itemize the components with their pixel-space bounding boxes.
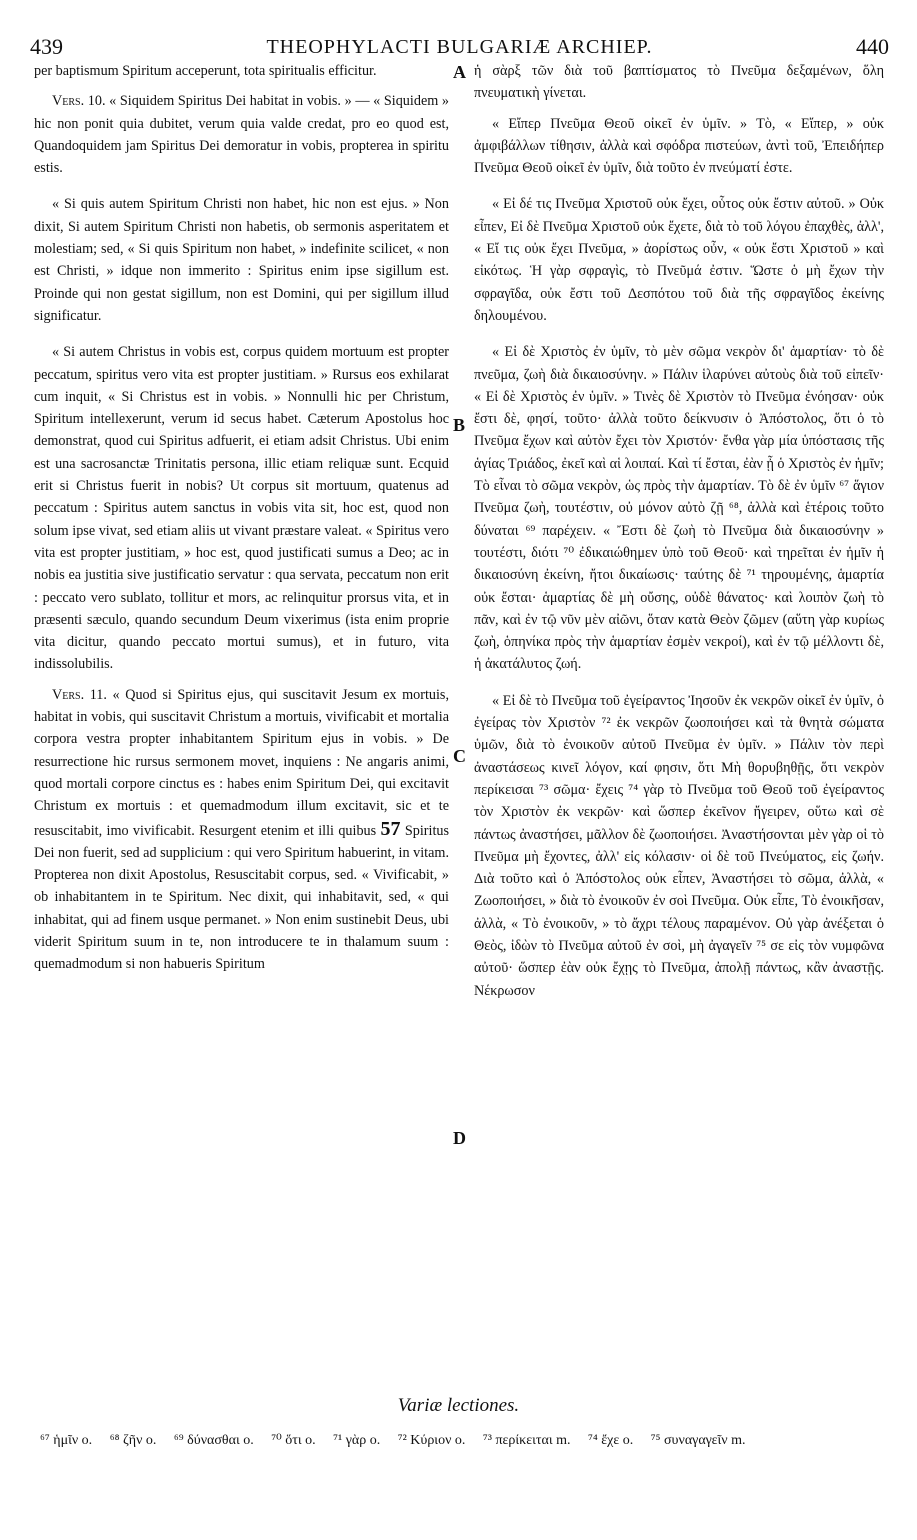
greek-paragraph-1: « Εἴπερ Πνεῦμα Θεοῦ οἰκεῖ ἐν ὑμῖν. » Τὸ, « Εἴπερ, » οὐκ ἀμφιβάλλων τίθησιν, ἀλλὰ καὶ σφόδρα πιστεύων, ἀντὶ τοῦ, Ἐπειδήπερ Πνεῦμα Θεοῦ οἰκεῖ ἐν ὑμῖν, διὰ τοῦτο ἐν πνεύματί ἐστε.	[474, 115, 884, 177]
latin-paragraph-3: « Si autem Christus in vobis est, corpus quidem mortuum est propter peccatum, spiritus vero vita est propter justitiam. » Rursus eos exhilarat cum inquit, « Si Christus est in vobis. » Nonnulli hic per Christum, Spiritum intellexerunt, verum id secus habet. Cæterum Apostolus hoc demonstrat, quod cui Spiritus adfuerit, ei etiam adsit Christus. Ubi enim est una sacrosanctæ Trinitatis persona, illic etiam reliquæ sunt. Ecquid erit si Christus fuerit in nobis? Ut corpus sit mortuum, quatenus ad peccatum : Spiritus autem sanctus in vobis vita sit, hoc est, quod non solum ipse vivat, sed etiam aliis ut vivant præstare valeat. « Spiritus vero vita est propter justitiam, » hoc est, quod justificati sumus a Deo; ac in nobis ea justitia sive justificatio servatur : qua servata, peccatum non erit : peccato vero sublato, tollitur et mors, ac relinquitur prorsus vita, et in præsenti sæculo, quando secundum Deum vixerimus (ista enim proprie vita dicitur, quando peccato mortui sumus), et in futuro, vita indissolubilis.	[34, 344, 449, 673]
latin-paragraph-4	[34, 684, 449, 976]
latin-text-4a: « Quod si Spiritus ejus, qui suscitavit Jesum ex mortuis, habitat in vobis, qui suscitavit Christum a mortuis, vivificabit et mortalia corpora vestra propter inhabitantem Spiritum ejus in vobis. » De resurrectione hic rursus sermonem movet, inquiens : Ne angaris animi, quod mortali corpore cinctus es : habes enim Spiritum Dei, qui excitavit Christum ex mortuis : et quemadmodum illum excitavit, sic et te resuscitabit, imo vivificabit. Resurgent etenim et illi quibus	[34, 686, 449, 839]
latin-paragraph-1	[34, 90, 449, 179]
variant-note: ⁷³ περίκειται m.	[482, 1433, 571, 1448]
greek-paragraph-0: ἡ σὰρξ τῶν διὰ τοῦ βαπτίσματος τὸ Πνεῦμα δεξαμένων, ὅλη πνευματικὴ γίνεται.	[474, 63, 884, 102]
greek-paragraph-3: « Εἰ δὲ Χριστὸς ἐν ὑμῖν, τὸ μὲν σῶμα νεκρὸν δι' ἁμαρτίαν· τὸ δὲ πνεῦμα, ζωὴ διὰ δικαιοσύνην. » Πάλιν ἱλαρύνει αὐτοὺς διὰ τοῦ εἰπεῖν· « Εἰ δὲ Χριστὸς ἐν ὑμῖν. » Τινὲς δὲ Χριστὸν τὸ Πνεῦμα ἐνόησαν· οὐκ ἔστι δὲ, φησί, τοῦτο· ἀλλὰ τοῦτο δείκνυσιν ὁ Ἀπόστολος, ὅτι ὁ τὸ Πνεῦμα ἔχων καὶ αὐτὸν ἔχει τὸν Χριστόν· ἔνθα γὰρ μία ὑπόστασις τῆς ἁγίας Τριάδος, ἐκεῖ καὶ αἱ λοιπαί. Καὶ τί ἔσται, ἐὰν ᾖ ὁ Χριστὸς ἐν ἡμῖν; Τὸ εἶναι τὸ σῶμα νεκρὸν, ὡς πρὸς τὴν ἁμαρτίαν. Τὸ δὲ ἐν ὑμῖν ⁶⁷ ἅγιον Πνεῦμα ζωὴ, τουτέστιν, οὐ μόνον αὐτὸ ζῇ ⁶⁸, ἀλλὰ καὶ ἑτέροις τοῦτο δύναται ⁶⁹ παρέχειν. « Ἔστι δὲ ζωὴ τὸ Πνεῦμα διὰ δικαιοσύνην » τουτέστι, διότι ⁷⁰ ἐδικαιώθημεν ὑπὸ τοῦ Θεοῦ· καὶ τηρεῖται ἐν ἡμῖν ἡ δικαιοσύνη ἐκείνη, ἤτοι δικαίωσις· ταύτης δὲ ⁷¹ τηρουμένης, ἁμαρτία οὐκ ἔσται· ἁμαρτίας δὲ μὴ οὔσης, οὐδὲ θάνατος· καὶ λοιπὸν ζωὴ τὸ πᾶν, καὶ ἐν τῷ νῦν μὲν αἰῶνι, ὅταν κατὰ Θεὸν ζῶμεν (αὕτη γὰρ κυρίως ζωὴ, ὁπηνίκα πρὸς τὴν ἁμαρτίαν ἐσμὲν νεκροί), καὶ ἐν τῷ μέλλοντι δὲ, ἡ ἀκατάλυτος ζωή.	[474, 344, 884, 673]
latin-text-1: « Siquidem Spiritus Dei habitat in vobis. » — « Siquidem » hic non ponit quia dubitet, verum quia valde credat, pro eo quod est, Quandoquidem jam Spiritus Dei demoratur in vobis, propterea in spiritu estis.	[34, 93, 449, 177]
running-title: THEOPHYLACTI BULGARIÆ ARCHIEP.	[266, 36, 653, 58]
column-number: 57	[380, 817, 401, 840]
section-marker-a: A	[453, 62, 466, 82]
greek-paragraph-2: « Εἰ δέ τις Πνεῦμα Χριστοῦ οὐκ ἔχει, οὗτος οὐκ ἔστιν αὐτοῦ. » Οὐκ εἶπεν, Εἰ δὲ Πνεῦμα Χριστοῦ οὐκ ἔχετε, διὰ τὸ τοῦ λόγου ἐπαχθὲς, ἀλλ', « Εἴ τις οὐκ ἔχει Πνεῦμα, » ἀορίστως οὖν, « οὐκ ἔστι Χριστοῦ » καὶ εἰκότως. Ἡ γὰρ σφραγὶς, τὸ Πνεῦμά ἐστιν. Ὥστε ὁ μὴ ἔχων τὴν σφραγῖδα, οὐκ ἔστι τοῦ Δεσπότου τοῦ διὰ τῆς σφραγῖδος ἐκείνης δηλουμένου.	[474, 196, 884, 324]
variant-note: ⁶⁷ ἡμῖν o.	[40, 1433, 93, 1448]
verse-label-10: Vers. 10.	[52, 93, 106, 110]
page-number-left: 439	[30, 34, 63, 59]
section-marker-c: C	[453, 746, 466, 766]
latin-paragraph-0: per baptismum Spiritum acceperunt, tota spiritualis efficitur.	[34, 63, 377, 79]
variant-note: ⁷¹ γὰρ o.	[333, 1433, 381, 1448]
variant-note: ⁷⁰ ὅτι o.	[271, 1433, 316, 1448]
latin-paragraph-2: « Si quis autem Spiritum Christi non habet, hic non est ejus. » Non dixit, Si autem Spiritum Christi non habetis, ob sermonis asperitatem et molestiam; sed, « Si quis Spiritum non habet, » indefinite scilicet, « non est Christi, » idque non immerito : Spiritus enim ipse sigillum est. Proinde qui non gestat sigillum, non est Domini, qui per sigillum illud significatur.	[34, 196, 449, 324]
section-marker-b: B	[453, 415, 466, 435]
variae-lectiones-title: Variæ lectiones.	[397, 1395, 520, 1416]
variant-note: ⁶⁸ ζῆν o.	[109, 1433, 157, 1448]
page-number-right: 440	[856, 34, 889, 59]
variae-lectiones-notes	[40, 1430, 889, 1452]
variant-note: ⁷⁵ συναγαγεῖν m.	[650, 1433, 746, 1448]
greek-column	[474, 60, 884, 1010]
latin-column	[34, 60, 449, 984]
verse-label-11: Vers. 11.	[52, 686, 107, 703]
variant-note: ⁷⁴ ἔχε o.	[588, 1433, 634, 1448]
latin-text-4b: Spiritus Dei non fuerit, sed ad supplicium : qui vero Spiritum habuerint, in vitam. Propterea non dixit Apostolus, Resuscitabit corpus, sed. « Vivificabit, » ob inhabitantem in te Spiritum. Nec dixit, qui inhabitavit, sed, « qui inhabitat, qui ad finem usque permanet. » Non enim sustinebit Deus, ubi viderit Spiritum suum in te, non introducere te in thalamum suum : quemadmodum si non habueris Spiritum	[34, 822, 450, 973]
section-marker-d: D	[453, 1128, 466, 1148]
variant-note: ⁷² Κύριον o.	[397, 1433, 466, 1448]
greek-paragraph-4: « Εἰ δὲ τὸ Πνεῦμα τοῦ ἐγείραντος Ἰησοῦν ἐκ νεκρῶν οἰκεῖ ἐν ὑμῖν, ὁ ἐγείρας τὸν Χριστὸν ⁷² ἐκ νεκρῶν ζωοποιήσει καὶ τὰ θνητὰ σώματα ὑμῶν, διὰ τὸ ἐνοικοῦν αὐτοῦ Πνεῦμα ἐν ὑμῖν. » Πάλιν τὸν περὶ ἀναστάσεως κινεῖ λόγον, καί φησιν, ὅτι Μὴ θορυβηθῇς, ὅτι νεκρὸν περίκεισαι ⁷³ σῶμα· ἔχεις ⁷⁴ γὰρ τὸ Πνεῦμα τοῦ Θεοῦ τοῦ ἐγείραντος τὸν Χριστὸν ἐκ νεκρῶν· καὶ ὥσπερ ἐκεῖνον ἤγειρεν, οὕτω καὶ σὲ πάντως ἀναστήσει, μᾶλλον δὲ ζωοποιήσει. Ἀναστήσονται μὲν γὰρ οἱ τὸ Πνεῦμα μὴ ἔχοντες, ἀλλ' εἰς κόλασιν· οἱ δὲ τοῦ Πνεύματος, εἰς ζωήν. Διὰ τοῦτο καὶ ὁ Ἀπόστολος οὐκ εἶπεν, Ἀναστήσει τὸ σῶμα, ἀλλὰ, « Ζωοποιήσει, » διὰ τὸ ἐνοικοῦν ἐν σοὶ Πνεῦμα. Οὐκ εἶπε, Τὸ ἐνοικῆσαν, ἀλλὰ, « Τὸ ἐνοικοῦν, » τὸ ἄχρι τέλους παραμένον. Οὐ γὰρ ἀνέξεται ὁ Θεὸς, ἰδὼν τὸ Πνεῦμα αὐτοῦ ἐν σοὶ, μὴ ἀγαγεῖν ⁷⁵ σε εἰς τὸν νυμφῶνα αὐτοῦ· ὥσπερ ἐὰν οὐκ ἔχῃς τὸ Πνεῦμα, ἀπολῇ πάντως, κἂν ἀναστῇς. Νέκρωσον	[474, 692, 884, 999]
variant-note: ⁶⁹ δύνασθαι o.	[173, 1433, 254, 1448]
